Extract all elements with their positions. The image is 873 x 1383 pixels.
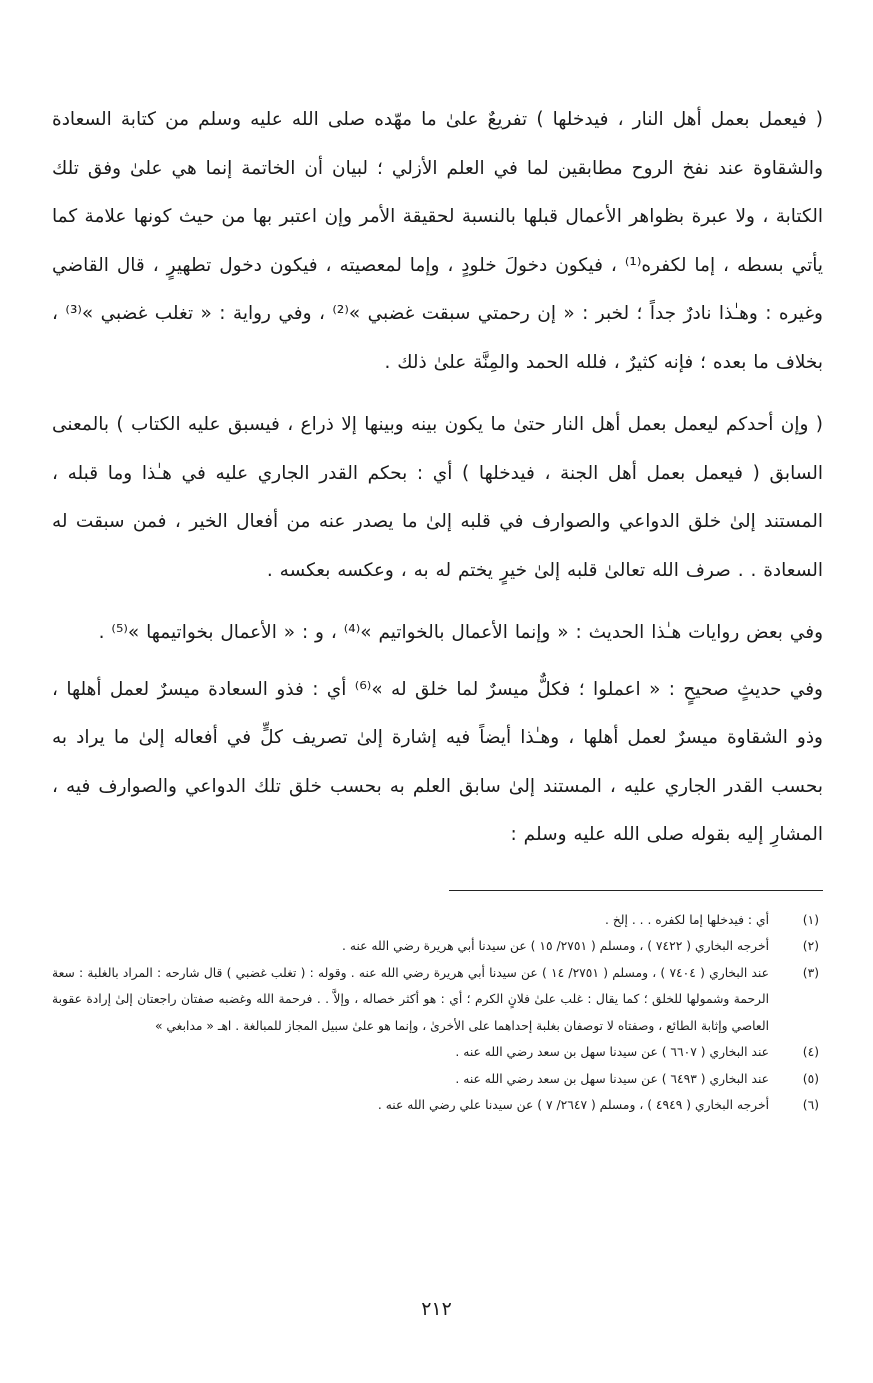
footnotes [52, 907, 823, 1119]
main-text [52, 96, 823, 860]
footnote-text: عند البخاري ( ٦٤٩٣ ) عن سيدنا سهل بن سعد رضي الله عنه . [455, 1071, 769, 1086]
footnote-text: عند البخاري ( ٧٤٠٤ ) ، ومسلم ( ٢٧٥١/ ١٤ ) عن سيدنا أبي هريرة رضي الله عنه . وقوله : ( تغلب غضبي ) قال شارحه : المراد بالغلبة : سعة الرحمة وشمولها للخلق ؛ كما يقال : غلب علىٰ فلانٍ الكرم ؛ أي : هو أكثر خصاله ، وإلاَّ . . فرحمة الله وغضبه صفتان راجعتان إلىٰ إرادة عقوبة العاصي وإثابة الطائع ، وصفتاه لا توصفان بغلبة إحداهما على الأخرىٰ ، وإنما هو علىٰ سبيل المجاز للمبالغة . اهـ « مدابغي » [52, 965, 769, 1033]
footnote-text: أخرجه البخاري ( ٤٩٤٩ ) ، ومسلم ( ٢٦٤٧/ ٧ ) عن سيدنا علي رضي الله عنه . [377, 1098, 769, 1112]
footnote-text: أخرجه البخاري ( ٧٤٢٢ ) ، ومسلم ( ٢٧٥١/ ١٥ ) عن سيدنا أبي هريرة رضي الله عنه . [342, 939, 769, 953]
footnote-number: (٤) [802, 1045, 819, 1059]
paragraph-1: ( فيعمل بعمل أهل النار ، فيدخلها ) تفريعٌ علىٰ ما مهّده صلى الله عليه وسلم من كتابة السعادة والشقاوة عند نفخ الروح مطابقين لما في العلم الأزلي ؛ لبيان أن الخاتمة إنما هي علىٰ وفق تلك الكتابة ، ولا عبرة بظواهر الأعمال قبلها بالنسبة لحقيقة الأمر وإن اعتبر بها من حيث كونها علامة كما يأتي بسطه ، إما لكفره⁽¹⁾ ، فيكون دخولَ خلودٍ ، وإما لمعصيته ، فيكون دخول تطهيرٍ ، قال القاضي وغيره : وهـٰذا نادرٌ جداً ؛ لخبر : « إن رحمتي سبقت غضبي »⁽²⁾ ، وفي رواية : « تغلب غضبي »⁽³⁾ ، بخلاف ما بعده ؛ فإنه كثيرٌ ، فلله الحمد والمِنَّة علىٰ ذلك . [52, 109, 824, 373]
paragraph-4: وفي حديثٍ صحيحٍ : « اعملوا ؛ فكلٌّ ميسرٌ لما خلق له »⁽⁶⁾ أي : فذو السعادة ميسرٌ لعمل أهلها ، وذو الشقاوة ميسرٌ لعمل أهلها ، وهـٰذا أيضاً فيه إشارة إلىٰ تصريف كلٍّ في أفعاله إلىٰ ما يراد به بحسب القدر الجاري عليه ، المستند إلىٰ سابق العلم به بحسب خلق تلك الدواعي والصوارف فيه ، المشارِ إليه بقوله صلى الله عليه وسلم : [52, 678, 823, 845]
footnote-number: (٦) [802, 1098, 819, 1112]
footnote-number: (٣) [802, 965, 819, 980]
footnote-number: (١) [802, 912, 819, 927]
footnote-number: (٢) [802, 939, 819, 953]
paragraph-3: وفي بعض روايات هـٰذا الحديث : « وإنما الأعمال بالخواتيم »⁽⁴⁾ ، و : « الأعمال بخواتيمها »⁽⁵⁾ . [98, 622, 823, 643]
footnote [52, 933, 823, 960]
footnote-text: عند البخاري ( ٦٦٠٧ ) عن سيدنا سهل بن سعد رضي الله عنه . [455, 1045, 769, 1059]
footnote [52, 907, 823, 934]
page-number: ٢١٢ [421, 1298, 452, 1320]
footnote [52, 1066, 823, 1093]
footnote-divider [449, 890, 823, 891]
footnote [52, 960, 823, 1040]
footnote-text: أي : فيدخلها إما لكفره . . . إلخ . [605, 912, 769, 927]
footnote-number: (٥) [802, 1071, 819, 1086]
paragraph-2: ( وإن أحدكم ليعمل بعمل أهل النار حتىٰ ما يكون بينه وبينها إلا ذراع ، فيسبق عليه الكتاب ) بالمعنى السابق ( فيعمل بعمل أهل الجنة ، فيدخلها ) أي : بحكم القدر الجاري عليه في هـٰذا وما قبله ، المستند إلىٰ خلق الدواعي والصوارف في قلبه إلىٰ ما يصدر عنه من أفعال الخير ، فمن سبقت له السعادة . . صرف الله تعالىٰ قلبه إلىٰ خيرٍ يختم له به ، وعكسه بعكسه . [52, 414, 823, 581]
footnote [52, 1039, 823, 1066]
footnote [52, 1092, 823, 1119]
